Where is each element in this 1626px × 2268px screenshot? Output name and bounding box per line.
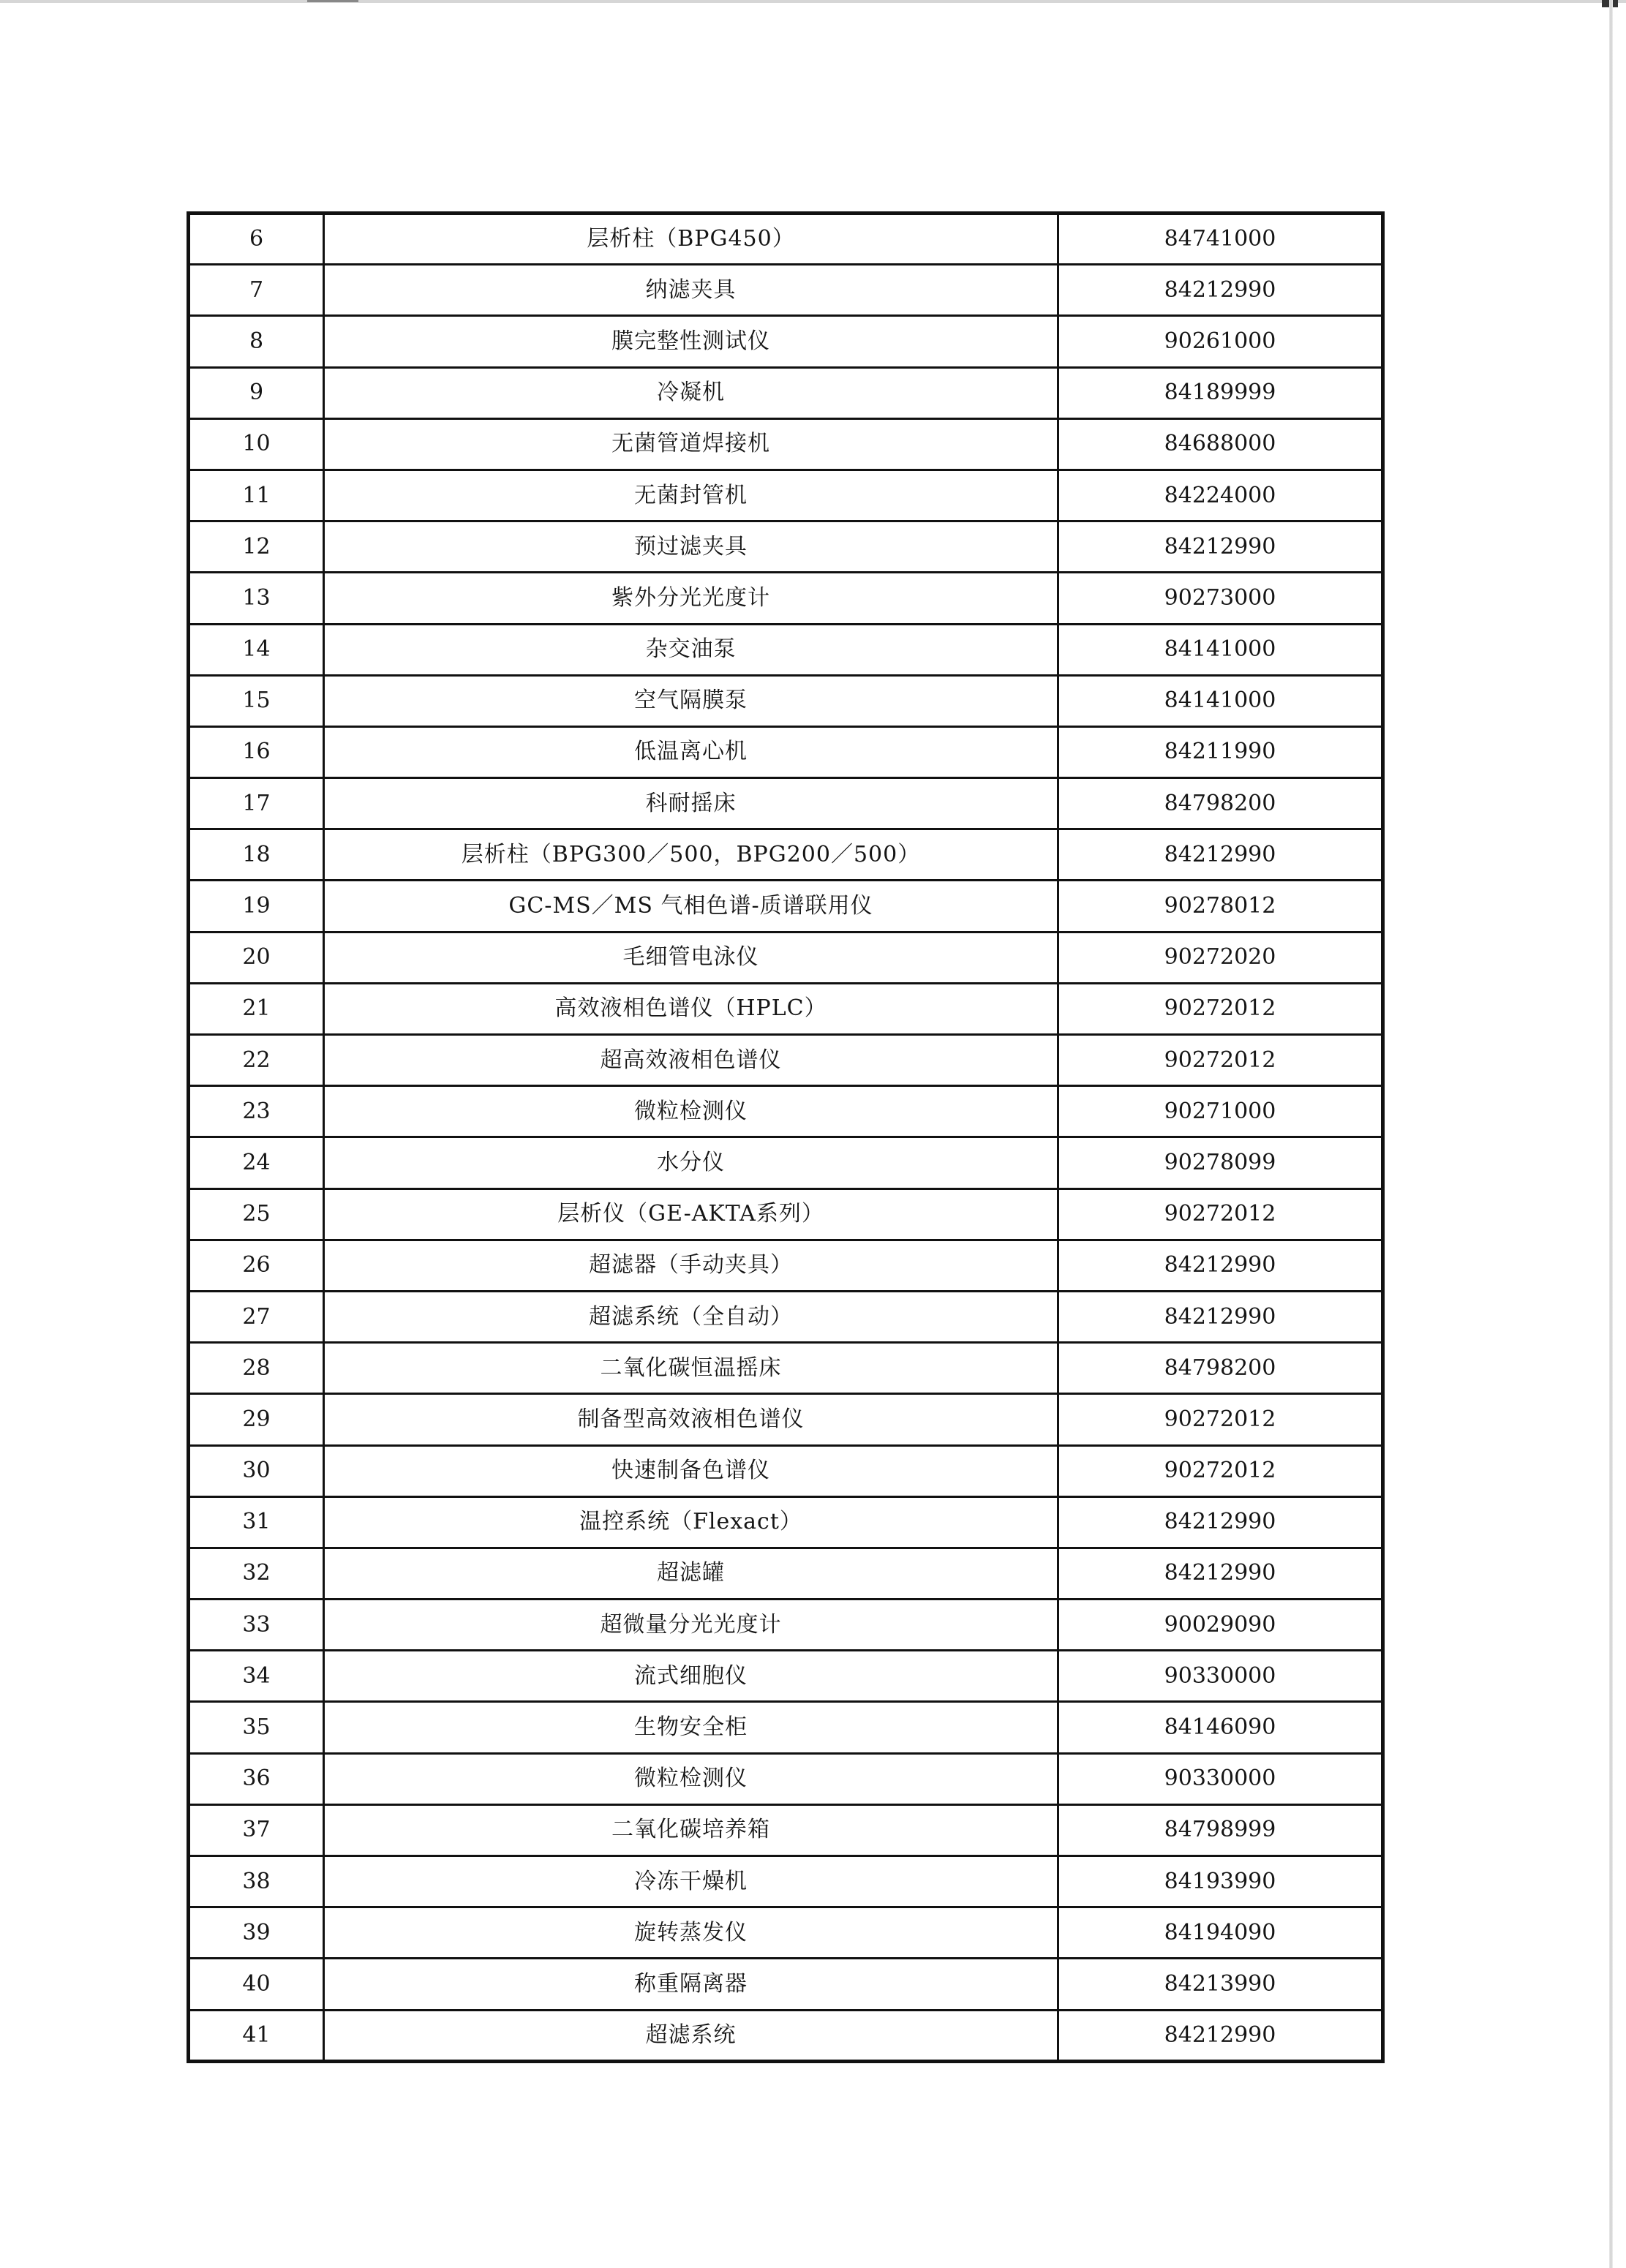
table-row <box>189 1753 1383 1804</box>
hs-code: 90278012 <box>1058 881 1383 932</box>
row-number: 41 <box>189 2010 324 2061</box>
equipment-name: 温控系统（Flexact） <box>579 1509 802 1535</box>
table-row <box>189 1856 1383 1907</box>
equipment-name: 超高效液相色谱仪 <box>600 1047 782 1073</box>
table-row <box>189 1907 1383 1959</box>
hs-code: 90272012 <box>1058 1188 1383 1240</box>
table-row <box>189 1137 1383 1188</box>
row-number: 25 <box>189 1188 324 1240</box>
row-number: 29 <box>189 1394 324 1445</box>
equipment-name-cell <box>324 367 1058 418</box>
table-row <box>189 1702 1383 1753</box>
row-number: 20 <box>189 932 324 983</box>
row-number: 17 <box>189 778 324 829</box>
hs-code: 90273000 <box>1058 573 1383 624</box>
row-number: 18 <box>189 829 324 881</box>
table-row <box>189 418 1383 470</box>
equipment-name: 层析仪（GE-AKTA系列） <box>557 1201 824 1227</box>
scan-right-edge <box>1609 0 1613 2268</box>
table-row <box>189 726 1383 777</box>
equipment-name: 快速制备色谱仪 <box>611 1458 770 1484</box>
hs-code: 84212990 <box>1058 2010 1383 2061</box>
hs-code: 84224000 <box>1058 470 1383 521</box>
row-number: 37 <box>189 1804 324 1856</box>
equipment-name: 超微量分光光度计 <box>600 1611 782 1638</box>
equipment-name: 超滤系统 <box>645 2022 737 2048</box>
row-number: 33 <box>189 1600 324 1651</box>
table-row <box>189 265 1383 316</box>
hs-code: 90271000 <box>1058 1086 1383 1137</box>
hs-code: 84688000 <box>1058 418 1383 470</box>
table-row <box>189 829 1383 881</box>
equipment-name-cell <box>324 1086 1058 1137</box>
equipment-name-cell <box>324 675 1058 726</box>
equipment-name: 层析柱（BPG300／500，BPG200／500） <box>461 841 921 867</box>
hs-code: 90029090 <box>1058 1600 1383 1651</box>
hs-code: 84798200 <box>1058 1343 1383 1394</box>
equipment-name-cell <box>324 1343 1058 1394</box>
equipment-name-cell <box>324 1804 1058 1856</box>
row-number: 16 <box>189 726 324 777</box>
equipment-name-cell <box>324 316 1058 367</box>
row-number: 9 <box>189 367 324 418</box>
table-row <box>189 1343 1383 1394</box>
table-row <box>189 1240 1383 1291</box>
equipment-name: 空气隔膜泵 <box>634 687 748 714</box>
row-number: 15 <box>189 675 324 726</box>
hs-code: 84212990 <box>1058 1240 1383 1291</box>
equipment-name-cell <box>324 624 1058 675</box>
equipment-name: 超滤罐 <box>657 1560 725 1586</box>
table-row <box>189 1496 1383 1548</box>
hs-code: 84211990 <box>1058 726 1383 777</box>
scan-top-edge <box>0 0 1626 3</box>
equipment-name: 低温离心机 <box>634 739 748 765</box>
equipment-name: 微粒检测仪 <box>634 1766 748 1792</box>
equipment-name: 无菌封管机 <box>634 482 748 508</box>
table-row <box>189 1394 1383 1445</box>
equipment-name-cell <box>324 1702 1058 1753</box>
table-row <box>189 675 1383 726</box>
row-number: 36 <box>189 1753 324 1804</box>
equipment-name: 高效液相色谱仪（HPLC） <box>554 995 827 1022</box>
equipment-name-cell <box>324 214 1058 265</box>
equipment-name: 纳滤夹具 <box>645 276 737 303</box>
table-row <box>189 1600 1383 1651</box>
hs-code: 84798999 <box>1058 1804 1383 1856</box>
row-number: 13 <box>189 573 324 624</box>
row-number: 30 <box>189 1445 324 1496</box>
equipment-name-cell <box>324 1753 1058 1804</box>
equipment-name-cell <box>324 1600 1058 1651</box>
table-row <box>189 1188 1383 1240</box>
hs-code: 90272012 <box>1058 1035 1383 1086</box>
equipment-name-cell <box>324 573 1058 624</box>
equipment-name-cell <box>324 418 1058 470</box>
equipment-name-cell <box>324 983 1058 1034</box>
row-number: 24 <box>189 1137 324 1188</box>
table-row <box>189 214 1383 265</box>
table-row <box>189 624 1383 675</box>
row-number: 35 <box>189 1702 324 1753</box>
row-number: 39 <box>189 1907 324 1959</box>
equipment-name: 超滤器（手动夹具） <box>589 1252 793 1278</box>
hs-code: 84146090 <box>1058 1702 1383 1753</box>
hs-code: 84212990 <box>1058 1291 1383 1342</box>
equipment-name: 毛细管电泳仪 <box>622 944 759 971</box>
equipment-name-cell <box>324 1907 1058 1959</box>
table-row <box>189 1804 1383 1856</box>
table-row <box>189 1548 1383 1599</box>
equipment-name-cell <box>324 1496 1058 1548</box>
equipment-name: 称重隔离器 <box>634 1970 748 1997</box>
row-number: 31 <box>189 1496 324 1548</box>
row-number: 12 <box>189 521 324 573</box>
equipment-name-cell <box>324 1137 1058 1188</box>
row-number: 7 <box>189 265 324 316</box>
hs-code: 90272012 <box>1058 1394 1383 1445</box>
row-number: 27 <box>189 1291 324 1342</box>
table-row <box>189 983 1383 1034</box>
equipment-name: 预过滤夹具 <box>634 533 748 560</box>
row-number: 28 <box>189 1343 324 1394</box>
equipment-name: GC-MS／MS 气相色谱-质谱联用仪 <box>508 893 873 919</box>
equipment-name: 二氧化碳恒温摇床 <box>600 1355 782 1381</box>
equipment-name: 膜完整性测试仪 <box>611 328 770 354</box>
scan-mark <box>307 0 358 2</box>
equipment-name-cell <box>324 1959 1058 2010</box>
equipment-name: 冷冻干燥机 <box>634 1868 748 1894</box>
hs-code: 90330000 <box>1058 1651 1383 1702</box>
equipment-name-cell <box>324 778 1058 829</box>
row-number: 38 <box>189 1856 324 1907</box>
row-number: 6 <box>189 214 324 265</box>
hs-code: 84189999 <box>1058 367 1383 418</box>
table-row <box>189 470 1383 521</box>
hs-code: 84141000 <box>1058 624 1383 675</box>
equipment-name: 紫外分光光度计 <box>611 584 770 611</box>
row-number: 22 <box>189 1035 324 1086</box>
table-row <box>189 1086 1383 1137</box>
hs-code: 84212990 <box>1058 829 1383 881</box>
equipment-table <box>187 211 1385 2063</box>
equipment-table-body <box>189 214 1383 2062</box>
equipment-name-cell <box>324 1548 1058 1599</box>
hs-code: 84193990 <box>1058 1856 1383 1907</box>
equipment-name-cell <box>324 470 1058 521</box>
equipment-name-cell <box>324 726 1058 777</box>
equipment-name-cell <box>324 1445 1058 1496</box>
equipment-name-cell <box>324 1035 1058 1086</box>
equipment-name: 微粒检测仪 <box>634 1098 748 1124</box>
hs-code: 84212990 <box>1058 1548 1383 1599</box>
row-number: 11 <box>189 470 324 521</box>
equipment-name-cell <box>324 1291 1058 1342</box>
equipment-name: 水分仪 <box>657 1149 725 1175</box>
equipment-name-cell <box>324 1651 1058 1702</box>
row-number: 8 <box>189 316 324 367</box>
equipment-name: 层析柱（BPG450） <box>587 226 795 252</box>
table-row <box>189 1651 1383 1702</box>
hs-code: 84141000 <box>1058 675 1383 726</box>
hs-code: 90272020 <box>1058 932 1383 983</box>
row-number: 26 <box>189 1240 324 1291</box>
row-number: 14 <box>189 624 324 675</box>
hs-code: 84741000 <box>1058 214 1383 265</box>
table-row <box>189 778 1383 829</box>
table-row <box>189 367 1383 418</box>
hs-code: 84212990 <box>1058 521 1383 573</box>
row-number: 34 <box>189 1651 324 1702</box>
equipment-name-cell <box>324 932 1058 983</box>
row-number: 32 <box>189 1548 324 1599</box>
equipment-name: 冷凝机 <box>657 380 725 406</box>
equipment-name: 二氧化碳培养箱 <box>611 1817 770 1843</box>
table-row <box>189 1445 1383 1496</box>
table-row <box>189 1959 1383 2010</box>
equipment-name-cell <box>324 1394 1058 1445</box>
hs-code: 90278099 <box>1058 1137 1383 1188</box>
table-row <box>189 1291 1383 1342</box>
row-number: 21 <box>189 983 324 1034</box>
table-row <box>189 573 1383 624</box>
hs-code: 90330000 <box>1058 1753 1383 1804</box>
hs-code: 84213990 <box>1058 1959 1383 2010</box>
equipment-name: 无菌管道焊接机 <box>611 431 770 457</box>
hs-code: 90261000 <box>1058 316 1383 367</box>
row-number: 40 <box>189 1959 324 2010</box>
row-number: 19 <box>189 881 324 932</box>
equipment-name-cell <box>324 829 1058 881</box>
equipment-name: 流式细胞仪 <box>634 1662 748 1689</box>
equipment-name-cell <box>324 2010 1058 2061</box>
equipment-name-cell <box>324 265 1058 316</box>
table-row <box>189 881 1383 932</box>
equipment-name-cell <box>324 1240 1058 1291</box>
equipment-name-cell <box>324 521 1058 573</box>
equipment-name-cell <box>324 1856 1058 1907</box>
row-number: 10 <box>189 418 324 470</box>
equipment-name-cell <box>324 881 1058 932</box>
hs-code: 84212990 <box>1058 265 1383 316</box>
hs-code: 84212990 <box>1058 1496 1383 1548</box>
table-row <box>189 316 1383 367</box>
equipment-name: 制备型高效液相色谱仪 <box>577 1406 805 1432</box>
hs-code: 90272012 <box>1058 983 1383 1034</box>
equipment-name: 科耐摇床 <box>645 790 737 816</box>
table-row <box>189 1035 1383 1086</box>
table-row <box>189 932 1383 983</box>
hs-code: 84194090 <box>1058 1907 1383 1959</box>
equipment-name: 旋转蒸发仪 <box>634 1919 748 1945</box>
hs-code: 84798200 <box>1058 778 1383 829</box>
equipment-name-cell <box>324 1188 1058 1240</box>
table-row <box>189 521 1383 573</box>
equipment-name: 超滤系统（全自动） <box>589 1303 793 1330</box>
hs-code: 90272012 <box>1058 1445 1383 1496</box>
equipment-name: 杂交油泵 <box>645 636 737 663</box>
row-number: 23 <box>189 1086 324 1137</box>
equipment-name: 生物安全柜 <box>634 1714 748 1741</box>
table-row <box>189 2010 1383 2061</box>
